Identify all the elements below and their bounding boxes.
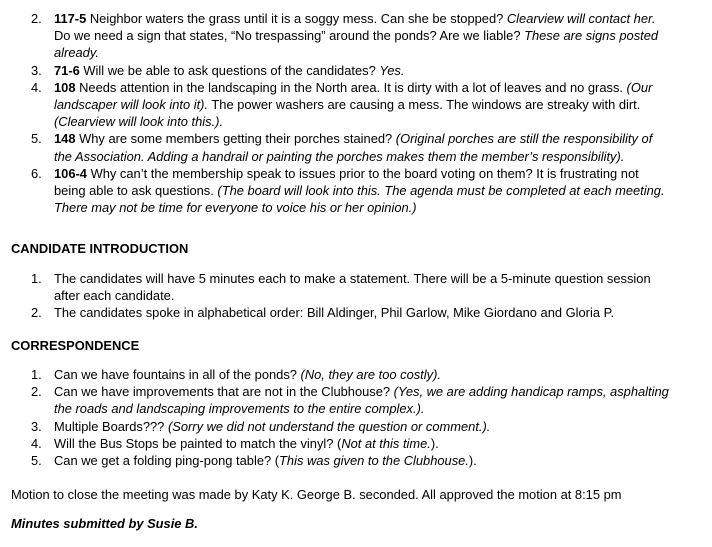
item-number: 3. xyxy=(31,418,42,434)
issue-text: being able to ask questions. xyxy=(54,183,218,199)
issue-response: already. xyxy=(54,45,99,61)
answer-text: (Yes, we are adding handicap ramps, asphalting xyxy=(393,384,669,400)
answer-text: This was given to the Clubhouse. xyxy=(279,453,469,469)
issue-item xyxy=(0,165,712,217)
issue-response: the Association. Adding a handrail or painting the porches makes them the member’s responsibility). xyxy=(54,148,625,164)
item-number: 5. xyxy=(31,453,42,469)
candidate-item xyxy=(0,270,712,304)
motion-text: Motion to close the meeting was made by Katy K. George B. seconded. All approved the motion at 8:15 pm xyxy=(11,487,622,502)
section-heading: CORRESPONDENCE xyxy=(11,338,140,353)
issue-response: (Clearview will look into this.). xyxy=(54,114,224,130)
issue-item xyxy=(0,130,712,164)
issue-code: 117-5 xyxy=(54,11,87,26)
correspondence-list xyxy=(0,366,712,469)
question-text: Can we have improvements that are not in the Clubhouse? xyxy=(54,384,394,400)
issue-code: 148 xyxy=(54,131,76,147)
question-text: ). xyxy=(430,435,439,451)
issue-response: (The board will look into this. The agenda must be completed at each meeting. xyxy=(217,183,665,199)
issue-response: These are signs posted xyxy=(524,28,659,44)
issue-response: (Original porches are still the responsibility of xyxy=(395,131,653,147)
issue-item xyxy=(0,62,712,79)
answer-text: (No, they are too costly). xyxy=(300,367,441,382)
issue-text: Needs attention in the landscaping in the North area. It is dirty with a lot of leaves and no grass. xyxy=(75,79,627,95)
question-text: Can we get a folding ping-pong table? ( xyxy=(54,453,280,469)
item-number: 1. xyxy=(31,271,42,286)
issue-code: 71-6 xyxy=(54,62,80,78)
issue-response: (Our xyxy=(626,79,653,95)
signature: Minutes submitted by Susie B. xyxy=(11,516,198,531)
item-number: 4. xyxy=(31,435,42,451)
issue-text: The power washers are causing a mess. The windows are streaky with dirt. xyxy=(208,97,641,113)
answer-text: (Sorry we did not understand the question or comment.). xyxy=(167,418,491,434)
issue-text: Why can’t the membership speak to issues prior to the board voting on them? It is frustrating not xyxy=(86,165,639,181)
correspondence-item xyxy=(0,383,712,417)
item-number: 6. xyxy=(31,165,42,181)
issue-response: Clearview will contact her. xyxy=(506,11,656,26)
issue-text: Neighbor waters the grass until it is a soggy mess. Can she be stopped? xyxy=(86,11,507,26)
candidate-text: The candidates spoke in alphabetical order: Bill Aldinger, Phil Garlow, Mike Giordano and Gloria P. xyxy=(54,305,615,321)
correspondence-item xyxy=(0,452,712,469)
issue-text: Do we need a sign that states, “No trespassing” around the ponds? Are we liable? xyxy=(54,28,525,44)
issue-text: Will we be able to ask questions of the candidates? xyxy=(79,62,380,78)
candidate-text: The candidates will have 5 minutes each to make a statement. There will be a 5-minute question session xyxy=(54,271,651,286)
issue-item xyxy=(0,10,712,62)
issue-code: 108 xyxy=(54,79,76,95)
item-number: 2. xyxy=(31,305,42,321)
question-text: ). xyxy=(468,453,477,469)
issue-response: landscaper will look into it). xyxy=(54,97,209,113)
answer-text: Not at this time. xyxy=(341,435,431,451)
item-number: 2. xyxy=(31,11,42,26)
item-number: 4. xyxy=(31,79,42,95)
issue-response: Yes. xyxy=(379,62,405,78)
issue-code: 106-4 xyxy=(54,165,87,181)
question-text: Will the Bus Stops be painted to match the vinyl? ( xyxy=(54,435,342,451)
candidate-item xyxy=(0,304,712,321)
candidate-list xyxy=(0,270,712,322)
issue-text: Why are some members getting their porches stained? xyxy=(75,131,396,147)
item-number: 3. xyxy=(31,62,42,78)
issue-item xyxy=(0,79,712,131)
correspondence-item xyxy=(0,418,712,435)
correspondence-item xyxy=(0,435,712,452)
answer-text: the roads and landscaping improvements to the entire complex.). xyxy=(54,401,425,417)
issues-list xyxy=(0,10,712,216)
section-heading: CANDIDATE INTRODUCTION xyxy=(11,241,189,256)
issue-response: There may not be time for everyone to voice his or her opinion.) xyxy=(54,200,417,216)
question-text: Multiple Boards??? xyxy=(54,418,168,434)
item-number: 1. xyxy=(31,367,42,382)
question-text: Can we have fountains in all of the ponds? xyxy=(54,367,301,382)
candidate-text: after each candidate. xyxy=(54,288,175,304)
item-number: 2. xyxy=(31,384,42,400)
item-number: 5. xyxy=(31,131,42,147)
correspondence-item xyxy=(0,366,712,383)
